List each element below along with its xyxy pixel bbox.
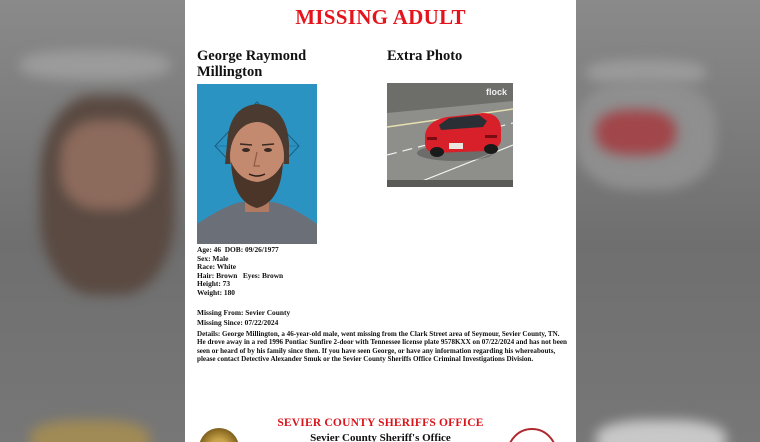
car-camera-illustration	[387, 83, 513, 187]
extra-photo	[387, 83, 513, 187]
missing-info	[197, 308, 290, 328]
stat-race: Race: White	[197, 262, 237, 272]
person-name-first: George Raymond	[197, 48, 307, 64]
person-name	[197, 48, 357, 80]
stat-age: Age: 46	[197, 245, 222, 254]
extra-photo-label: Extra Photo	[387, 48, 463, 64]
person-photo	[197, 84, 317, 244]
blurred-background-left	[0, 0, 185, 442]
stat-eyes: Eyes: Brown	[242, 270, 284, 280]
office-name-subheader: Sevier County Sheriff's Office	[310, 432, 451, 442]
office-name-header: SEVIER COUNTY SHERIFFS OFFICE	[277, 417, 484, 429]
missing-person-poster	[185, 0, 576, 442]
person-stats	[197, 246, 283, 298]
person-name-last: Millington	[197, 64, 263, 80]
missing-from: Missing From: Sevier County	[197, 308, 291, 317]
portrait-illustration	[197, 84, 317, 244]
flock-watermark: flock	[485, 87, 507, 97]
stat-weight: Weight: 180	[197, 287, 235, 297]
missing-since: Missing Since: 07/22/2024	[197, 318, 279, 327]
case-details: Details: George Millington, a 46-year-old male, went missing from the Clark Street area of Seymour, Sevier County, TN. He drove away in a red 1996 Pontiac Sunfire 2-door with Tennessee license plate 9578KXX on 07/22/2024 and has not been seen or heard of by his family since then. If you have seen George, or have any information regarding his whereabouts, please contact Detective Alexander Smuk or the Sevier County Sheriffs Office Criminal Investigations Division.	[197, 330, 567, 364]
stat-hair: Hair: Brown	[197, 270, 238, 280]
blurred-background-right	[576, 0, 760, 442]
stat-height: Height: 73	[197, 279, 231, 289]
poster-title: MISSING ADULT	[295, 5, 466, 29]
stat-dob: DOB: 09/26/1977	[224, 245, 279, 254]
stat-sex: Sex: Male	[197, 253, 229, 263]
